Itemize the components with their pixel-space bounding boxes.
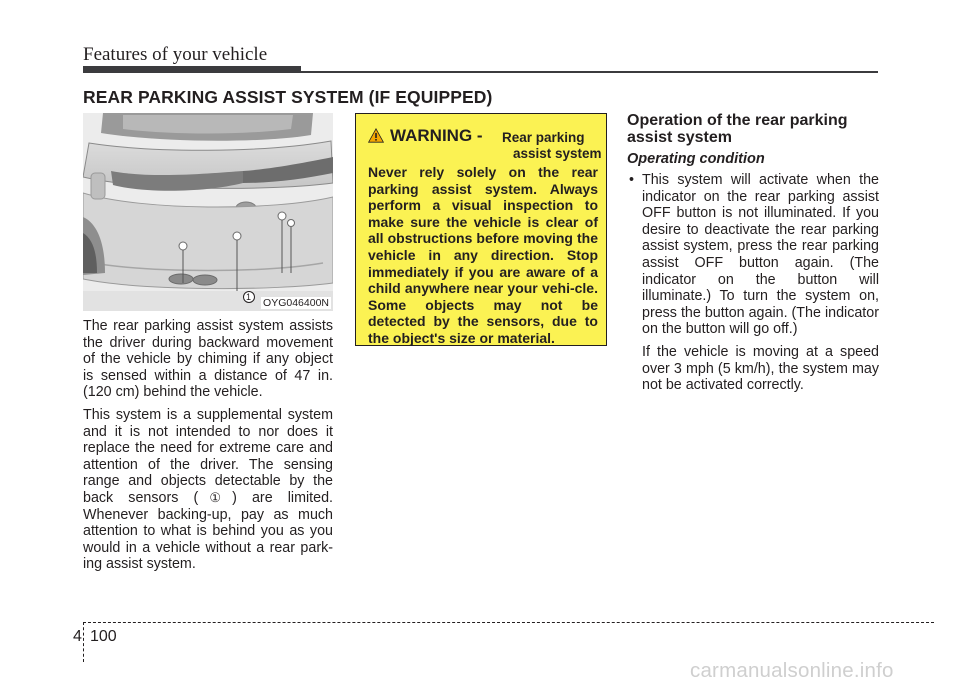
warning-subject-line1: Rear parking: [502, 130, 585, 145]
operation-subtitle: Operating condition: [627, 151, 765, 167]
header-rule-thin: [83, 71, 878, 73]
left-column-text: [83, 318, 333, 579]
warning-label: WARNING -: [390, 126, 483, 145]
figure-code: OYG046400N: [263, 297, 329, 309]
supplemental-text-b: ) are limited. Whenever backing-up, pay as much attention to what is behind you as you would in a vehicle without a rear park-ing assist system.: [83, 489, 334, 573]
warning-subject-line2: assist system: [513, 146, 602, 161]
warning-triangle-icon: [368, 128, 384, 143]
car-rear-sensors-illustration: [83, 113, 333, 311]
sensor-callout-ref: ①: [198, 489, 233, 505]
supplemental-text-a: This system is a supplemental system and it is not intended to nor does it replace the need for extreme care and attention of the driver. The sensing range and objects detectable by the back sensors (: [83, 406, 333, 506]
callout-1-label: 1: [246, 292, 252, 302]
car-rear-figure: [83, 113, 333, 311]
operation-title: Operation of the rear parking assist system: [627, 112, 848, 146]
running-header: Features of your vehicle: [83, 44, 268, 65]
list-item: This system will activate when the indicator on the rear parking assist OFF button is not illuminated. If you desire to deactivate the rear parking assist system, press the rear parking assist OFF button again. (The indicator on the button will illuminate.) To turn the system on, press the button again. (The indicator on the button will go off.): [642, 172, 879, 338]
section-title: REAR PARKING ASSIST SYSTEM (IF EQUIPPED): [83, 87, 493, 107]
footer-divider: [83, 622, 84, 662]
warning-header: [368, 122, 604, 166]
warning-body: Never rely solely on the rear parking assist system. Always perform a visual inspection to make sure the vehicle is clear of all obstructions before moving the vehicle in any direction. Stop immediately if you are aware of a child anywhere near your vehi-cle. Some objects may not be detected by the sensors, due to the object's size or material.: [368, 164, 598, 346]
bullet-marker: •: [629, 172, 635, 188]
operation-list: [629, 172, 879, 400]
intro-paragraph: The rear parking assist system assists the driver during backward movement of the vehicle by chiming if any object is sensed within a distance of 47 in. (120 cm) behind the vehicle.: [83, 318, 333, 401]
warning-box: [355, 113, 607, 346]
watermark: carmanualsonline.info: [690, 659, 894, 682]
chapter-number: 4: [73, 628, 82, 645]
footer-rule: [83, 622, 934, 623]
page-number: 100: [90, 628, 117, 645]
supplemental-paragraph: [83, 407, 333, 573]
list-item-note: If the vehicle is moving at a speed over 3 mph (5 km/h), the system may not be activated correctly.: [642, 343, 879, 394]
